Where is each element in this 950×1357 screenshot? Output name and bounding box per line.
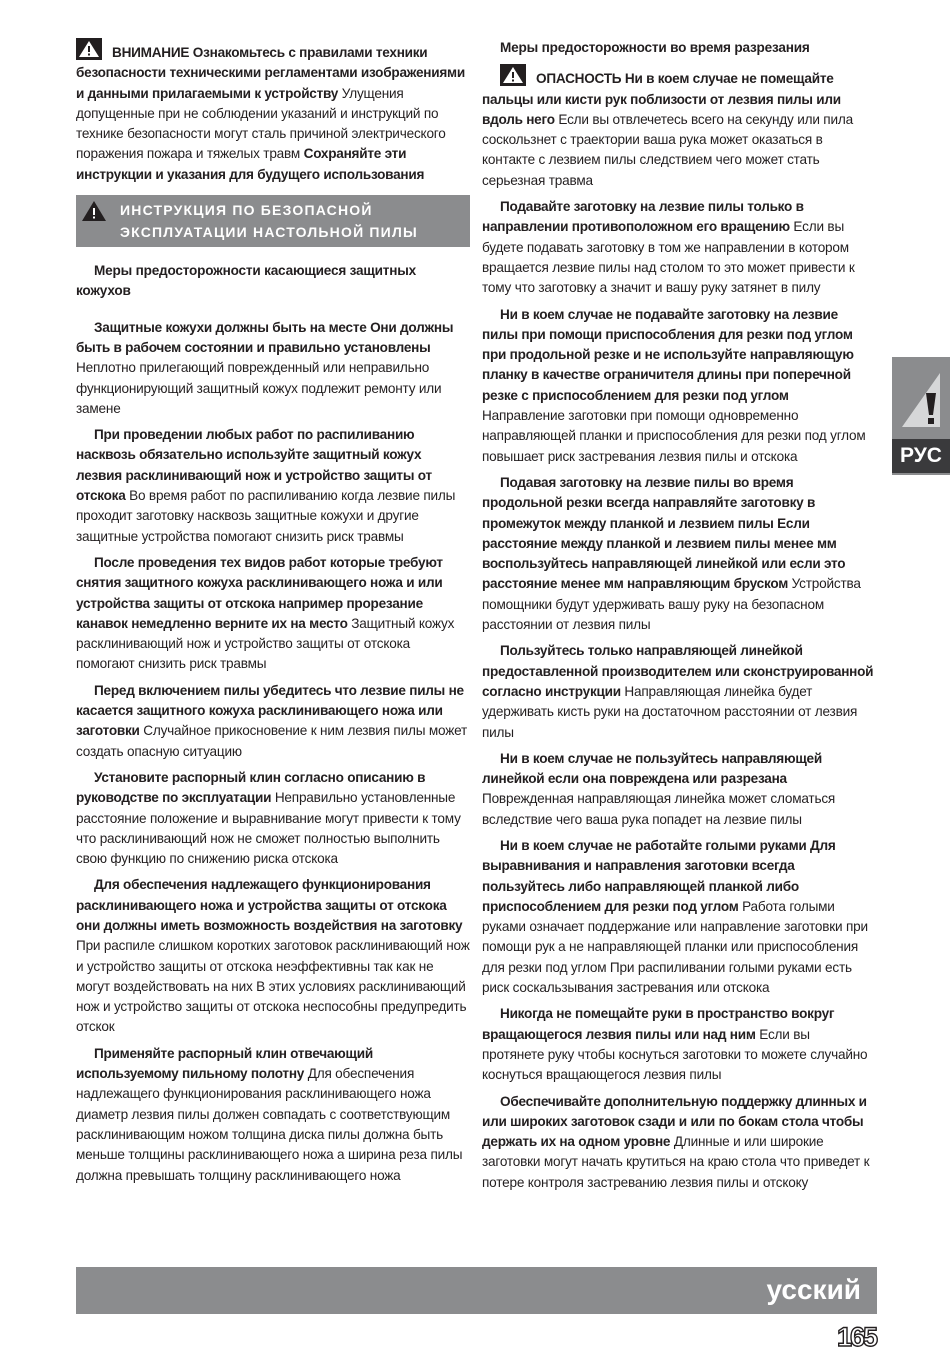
paragraph-bold: Ни в коем случае не пользуйтесь направляющей линейкой если она повреждена или разрезана (482, 750, 822, 787)
paragraph (76, 681, 470, 762)
paragraph (76, 768, 470, 869)
paragraph-text: Работа голыми руками означает поддержание или направление заготовки при помощи рук а не направляющей планки или приспособления для резки под углом При распиливании голыми руками есть риск соскальзывания застревания или отскока (482, 898, 868, 996)
danger-label: ОПАСНОСТЬ (536, 71, 622, 87)
paragraph-text: При распиле слишком коротких заготовок расклинивающий нож и устройство защиты от отскока неэффективны так как не могут воздействовать на них В этих условиях расклинивающий нож и устройство защиты от отскока неспособны предупредить отскок (76, 938, 470, 1035)
footer-bar (76, 1267, 877, 1314)
paragraph (482, 749, 874, 830)
paragraph-text: Направляющая линейка будет удерживать кисть руки на достаточном расстоянии от лезвия пилы (482, 683, 858, 740)
paragraph (482, 836, 874, 998)
paragraph (76, 875, 470, 1037)
paragraph-bold: Обеспечивайте дополнительную поддержку длинных и или широких заготовок сзади и или по бокам стола чтобы держать их на одном уровне (482, 1093, 867, 1150)
language-code: РУС (892, 439, 950, 473)
paragraph (482, 641, 874, 742)
paragraph-text: Для обеспечения надлежащего функционирования расклинивающего ножа диаметр лезвия пилы должен совпадать с соответствующим расклинивающим ножом толщина диска пилы должна быть меньше толщины расклинивающего ножа а ширина реза пилы должна превышать толщину расклинивающего ножа (76, 1066, 463, 1183)
paragraph (76, 318, 470, 419)
footer-language-name: усский (766, 1274, 861, 1305)
sub-heading-guards: Меры предосторожности касающиеся защитных кожухов (76, 263, 417, 299)
warning-label: ВНИМАНИЕ (112, 45, 190, 60)
paragraph-text: Длинные и или широкие заготовки могут начать крутиться на краю стола что приведет к потере контроля застреванию лезвия пилы и отскоку (482, 1134, 870, 1190)
paragraph-text: Устройства помощники будут удерживать вашу руку на безопасном расстоянии от лезвия пилы (482, 576, 861, 633)
warning-bold-tail: Сохраняйте эти инструкции и указания для будущего использования (76, 146, 425, 182)
paragraph-bold: Защитные кожухи должны быть на месте Они должны быть в рабочем состоянии и правильно установлены (76, 319, 454, 355)
warning-triangle-icon (76, 38, 102, 60)
paragraph (482, 1004, 874, 1085)
paragraph-bold: Ни в коем случае не работайте голыми руками Для выравнивания и направления заготовки всегда пользуйтесь либо направляющей планкой либо приспособлением для резки под углом (482, 837, 836, 914)
paragraph-text: Случайное прикосновение к ним лезвия пилы может создать опасную ситуацию (76, 723, 468, 759)
exclamation-warning-icon (896, 365, 946, 437)
paragraph-text: Неплотно прилегающий поврежденный или неправильно функционирующий защитный кожух подлежит ремонту или замене (76, 360, 442, 416)
warning-triangle-icon (80, 199, 108, 223)
paragraph-bold: Для обеспечения надлежащего функционирования расклинивающего ножа и устройства защиты от отскока они должны иметь возможность воздействия на заготовку (76, 877, 463, 933)
warning-triangle-icon (500, 64, 526, 86)
paragraph (76, 553, 470, 675)
danger-text: Если вы отвлечетесь всего на секунду или пила соскользнет с траектории ваша рука может оказаться в контакте с лезвием пилы следствием чего может стать серьезная травма (482, 111, 853, 188)
paragraph-bold: Пользуйтесь только направляющей линейкой предоставленной производителем или сконструированной согласно инструкции (482, 643, 874, 699)
paragraph (482, 305, 874, 467)
paragraph (482, 473, 874, 635)
paragraph-text: Во время работ по распиливанию когда лезвие пилы проходит заготовку насквозь защитные кожухи и другие защитные устройства помогают снизить риск травмы (76, 488, 456, 544)
right-column (482, 38, 874, 1199)
section-title: ИНСТРУКЦИЯ ПО БЕЗОПАСНОЙ ЭКСПЛУАТАЦИИ НАСТОЛЬНОЙ ПИЛЫ (120, 202, 418, 241)
paragraph-bold: Подавайте заготовку на лезвие пилы только в направлении противоположном его вращению (482, 199, 804, 235)
paragraph (76, 1044, 470, 1186)
paragraph-text: Если вы протянете руку чтобы коснуться заготовки то можете случайно коснуться вращающегося лезвия пилы (482, 1026, 868, 1083)
danger-paragraph (482, 64, 874, 191)
paragraph-bold: Никогда не помещайте руки в пространство вокруг вращающегося лезвия пилы или над ним (482, 1006, 835, 1042)
paragraph-text: Неправильно установленные расстояние положение и выравнивание могут привести к тому что расклинивающий нож не сможет полностью выполнить свою функцию по снижению риска отскока (76, 790, 461, 867)
paragraph-bold: Подавая заготовку на лезвие пилы во время продольной резки всегда направляйте заготовку в промежуток между планкой и лезвием пилы Если расстояние между планкой и лезвием пилы менее мм воспользуйтесь направляющей линейкой или если это расстояние менее мм направляющим бруском (482, 474, 846, 592)
paragraph-bold: После проведения тех видов работ которые требуют снятия защитного кожуха расклинивающего ножа и или устройства защиты от отскока например прорезание канавок немедленно верните их на место (76, 554, 443, 631)
paragraph-bold: Ни в коем случае не подавайте заготовку на лезвие пилы при помощи приспособления для резки под углом при продольной резке и не используйте направляющую планку в качестве ограничителя длины при поперечной резке с приспособлением для резки под углом (482, 306, 854, 403)
warning-paragraph (76, 38, 470, 185)
sub-heading-cutting: Меры предосторожности во время разрезания (500, 40, 810, 55)
left-column (76, 38, 470, 1192)
warning-text: Улущения допущенные при не соблюдении указаний и инструкций по технике безопасности могут сталь причиной электрического поражения пожара и тяжелых травм (76, 85, 446, 162)
paragraph-bold: При проведении любых работ по распиливанию насквозь обязательно используйте защитный кожух лезвия расклинивающий нож и устройство защиты от отскока (76, 427, 432, 504)
page-number: 165 (836, 1322, 876, 1352)
paragraph-text: Если вы будете подавать заготовку в том же направлении в котором вращается лезвие пилы над столом то это может привести к тому что заготовку а значит и вашу руку затянет в пилу (482, 219, 855, 296)
section-title-bar (76, 195, 470, 247)
danger-bold: Ни в коем случае не помещайте пальцы или кисти рук поблизости от лезвия пилы или вдоль него (482, 71, 841, 127)
paragraph-text: Защитный кожух расклинивающий нож и устройство защиты от отскока помогают снизить риск травмы (76, 615, 455, 672)
paragraph (76, 425, 470, 547)
paragraph-text: Направление заготовки при помощи одновременно направляющей планки и приспособления для резки под углом повышает риск застревания лезвия пилы и отскока (482, 408, 866, 464)
paragraph-text: Поврежденная направляющая линейка может сломаться вследствие чего ваша рука попадет на лезвие пилы (482, 791, 836, 827)
paragraph (482, 1092, 874, 1193)
paragraph-bold: Применяйте распорный клин отвечающий используемому пильному полотну (76, 1045, 373, 1082)
warning-bold-lead: Ознакомьтесь с правилами техники безопасности техническими регламентами изображениями и данными прилагаемыми к устройству (76, 45, 465, 101)
language-side-tab (892, 357, 950, 475)
paragraph-bold: Установите распорный клин согласно описанию в руководстве по эксплуатации (76, 769, 426, 806)
paragraph (482, 197, 874, 298)
paragraph-bold: Перед включением пилы убедитесь что лезвие пилы не касается защитного кожуха расклинивающего ножа или заготовки (76, 682, 464, 739)
